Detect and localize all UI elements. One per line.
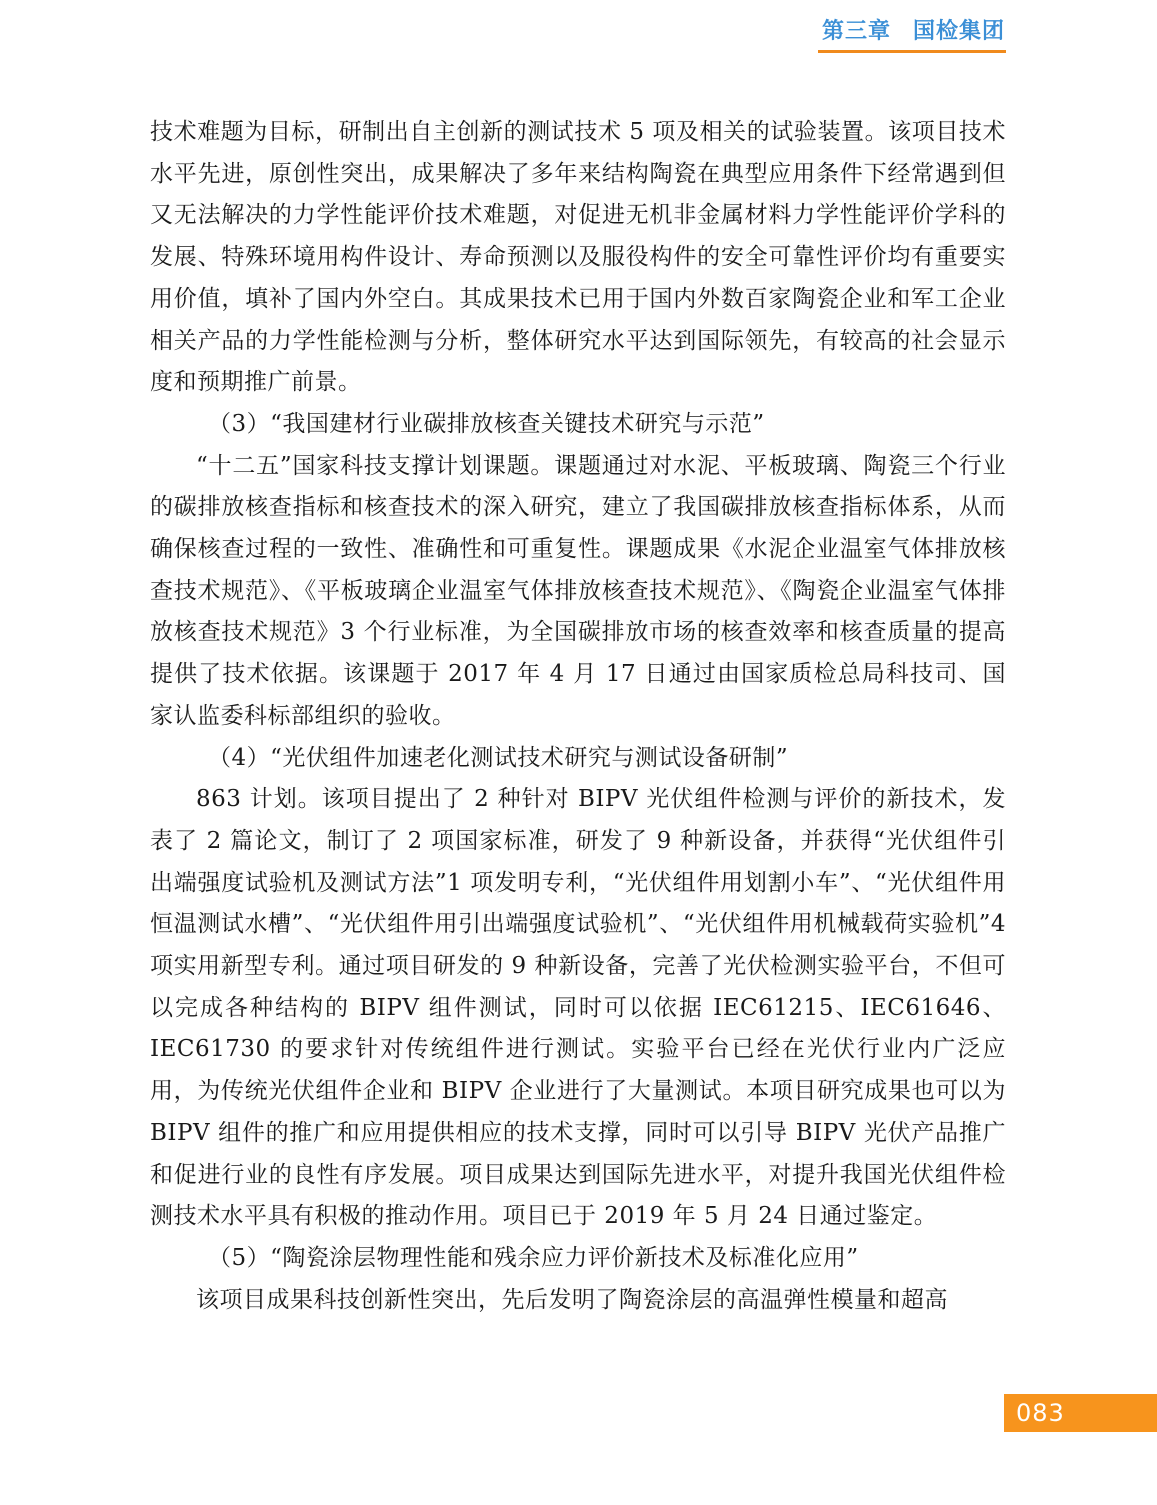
project-heading-3: （3）“我国建材行业碳排放核查关键技术研究与示范” <box>208 410 765 437</box>
page-number: 083 <box>1004 1394 1157 1432</box>
body-text <box>150 112 1006 1321</box>
paragraph-continuation: 技术难题为目标，研制出自主创新的测试技术 5 项及相关的试验装置。该项目技术水平先进，原创性突出，成果解决了多年来结构陶瓷在典型应用条件下经常遇到但又无法解决的力学性能评价技术难题，对促进无机非金属材料力学性能评价学科的发展、特殊环境用构件设计、寿命预测以及服役构件的安全可靠性评价均有重要实用价值，填补了国内外空白。其成果技术已用于国内外数百家陶瓷企业和军工企业相关产品的力学性能检测与分析，整体研究水平达到国际领先，有较高的社会显示度和预期推广前景。 <box>150 119 1006 396</box>
chapter-label: 第三章 <box>821 19 891 44</box>
running-header <box>822 14 1005 45</box>
project-description-4: 863 计划。该项目提出了 2 种针对 BIPV 光伏组件检测与评价的新技术，发表了 2 篇论文，制订了 2 项国家标准，研发了 9 种新设备，并获得“光伏组件引出端强度试验机及测试方法”1 项发明专利，“光伏组件用划割小车”、“光伏组件用恒温测试水槽”、“光伏组件用引出端强度试验机”、“光伏组件用机械载荷实验机”4 项实用新型专利。通过项目研发的 9 种新设备，完善了光伏检测实验平台，不但可以完成各种结构的 BIPV 组件测试，同时可以依据 IEC61215、IEC61646、IEC61730 的要求针对传统组件进行测试。实验平台已经在光伏行业内广泛应用，为传统光伏组件企业和 BIPV 企业进行了大量测试。本项目研究成果也可以为 BIPV 组件的推广和应用提供相应的技术支撑，同时可以引导 BIPV 光伏产品推广和促进行业的良性有序发展。项目成果达到国际先进水平，对提升我国光伏组件检测技术水平具有积极的推动作用。项目已于 2019 年 5 月 24 日通过鉴定。 <box>150 786 1006 1230</box>
project-description-3: “十二五”国家科技支撑计划课题。课题通过对水泥、平板玻璃、陶瓷三个行业的碳排放核查指标和核查技术的深入研究，建立了我国碳排放核查指标体系，从而确保核查过程的一致性、准确性和可重复性。课题成果《水泥企业温室气体排放核查技术规范》、《平板玻璃企业温室气体排放核查技术规范》、《陶瓷企业温室气体排放核查技术规范》3 个行业标准，为全国碳排放市场的核查效率和核查质量的提高提供了技术依据。该课题于 2017 年 4 月 17 日通过由国家质检总局科技司、国家认监委科标部组织的验收。 <box>150 452 1006 729</box>
project-heading-4: （4）“光伏组件加速老化测试技术研究与测试设备研制” <box>208 744 789 771</box>
section-label: 国检集团 <box>912 19 1005 44</box>
project-description-5: 该项目成果科技创新性突出，先后发明了陶瓷涂层的高温弹性模量和超高 <box>196 1286 948 1313</box>
header-underline <box>818 50 1006 53</box>
project-heading-5: （5）“陶瓷涂层物理性能和残余应力评价新技术及标准化应用” <box>208 1244 859 1271</box>
